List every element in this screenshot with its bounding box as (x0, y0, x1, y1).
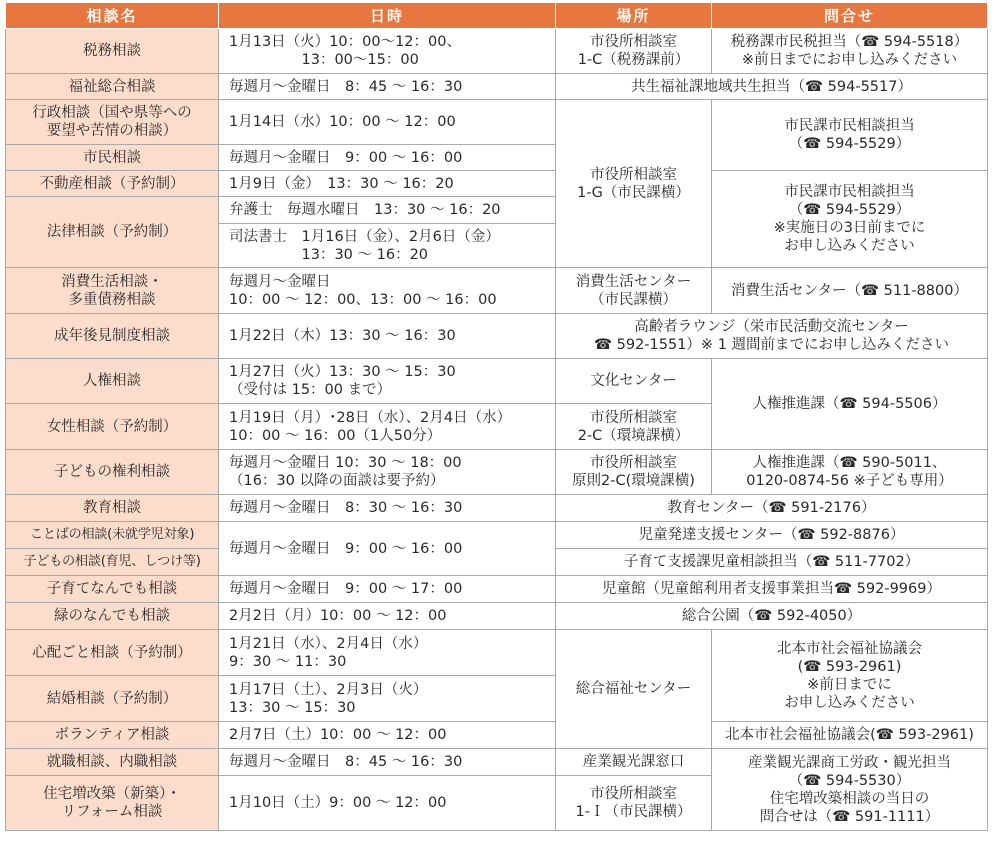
row-datetime: 毎週月～金曜日 8：45 ～ 16：30 (219, 74, 556, 100)
row-name: 人権相談 (6, 359, 219, 404)
row-datetime: 1月27日（火）13：30 ～ 15：30 （受付は 15：00 まで） (219, 359, 556, 404)
table-row (6, 630, 988, 676)
table-row (6, 576, 988, 603)
table-row (6, 495, 988, 522)
row-place-contact: 児童発達支援センター（☎ 592-8876） (556, 522, 988, 549)
row-place: 市役所相談室 原則2-C(環境課横) (556, 450, 712, 495)
table-row (6, 29, 988, 74)
row-name: 成年後見制度相談 (6, 314, 219, 359)
row-place: 産業観光課窓口 (556, 749, 712, 776)
table-row (6, 359, 988, 404)
row-datetime: 2月2日（月）10：00 ～ 12：00 (219, 603, 556, 630)
row-datetime: 毎週月～金曜日 8：45 ～ 16：30 (219, 749, 556, 776)
row-datetime: 毎週月～金曜日 9：00 ～ 16：00 (219, 522, 556, 576)
row-name: 消費生活相談・ 多重債務相談 (6, 268, 219, 314)
row-name: 子育てなんでも相談 (6, 576, 219, 603)
row-name: 税務相談 (6, 29, 219, 74)
row-datetime: 毎週月～金曜日 8：30 ～ 16：30 (219, 495, 556, 522)
row-name: 就職相談、内職相談 (6, 749, 219, 776)
row-contact: 北本市社会福祉協議会(☎ 593-2961) (712, 722, 988, 749)
row-name: 子どもの権利相談 (6, 450, 219, 495)
row-place-contact: 高齢者ラウンジ（栄市民活動交流センター ☎ 592-1551）※ 1 週間前までにお申し込みください (556, 314, 988, 359)
row-place: 市役所相談室 1-C（税務課前） (556, 29, 712, 74)
row-place: 市役所相談室 2-C（環境課横） (556, 404, 712, 450)
row-datetime: 毎週月～金曜日 10：00 ～ 12：00、13：00 ～ 16：00 (219, 268, 556, 314)
row-name: 住宅増改築（新築）・ リフォーム相談 (6, 776, 219, 831)
row-name: 緑のなんでも相談 (6, 603, 219, 630)
row-datetime: 1月9日（金） 13：30 ～ 16：20 (219, 171, 556, 197)
table-row (6, 749, 988, 776)
row-contact: 税務課市民税担当（☎ 594-5518） ※前日までにお申し込みください (712, 29, 988, 74)
row-name: ことばの相談(未就学児対象) (6, 522, 219, 549)
table-row (6, 171, 988, 197)
header-name: 相談名 (6, 3, 219, 29)
row-datetime: 毎週月～金曜日 9：00 ～ 16：00 (219, 145, 556, 171)
row-datetime: 1月14日（水）10：00 ～ 12：00 (219, 100, 556, 145)
row-datetime: 1月10日（土）9：00 ～ 12：00 (219, 776, 556, 831)
table-row (6, 603, 988, 630)
row-contact: 産業観光課商工労政・観光担当 （☎ 594-5530） 住宅増改築相談の当日の 問合せは（☎ 591-1111） (712, 749, 988, 831)
row-datetime: 1月22日（木）13：30 ～ 16：30 (219, 314, 556, 359)
row-place: 市役所相談室 1-G（市民課横） (556, 100, 712, 268)
row-datetime: 1月21日（水）、2月4日（水） 9：30 ～ 11：30 (219, 630, 556, 676)
row-contact: 消費生活センター（☎ 511-8800） (712, 268, 988, 314)
row-datetime: 1月19日（月）･28日（水）、2月4日（水） 10：00 ～ 16：00（1人50分） (219, 404, 556, 450)
header-datetime: 日時 (219, 3, 556, 29)
row-place: 市役所相談室 1-Ｉ（市民課横） (556, 776, 712, 831)
row-name: 教育相談 (6, 495, 219, 522)
row-place-contact: 児童館（児童館利用者支援事業担当☎ 592-9969） (556, 576, 988, 603)
header-contact: 問合せ (712, 3, 988, 29)
row-datetime: 毎週月～金曜日 10：30 ～ 18：00 （16：30 以降の面談は要予約） (219, 450, 556, 495)
row-datetime: 1月17日（土）、2月3日（火） 13：30 ～ 15：30 (219, 676, 556, 722)
row-datetime-scrivener: 司法書士 1月16日（金）、2月6日（金） 13：30 ～ 16：20 (219, 224, 556, 268)
row-contact: 北本市社会福祉協議会 (☎ 593-2961) ※前日までに お申し込みください (712, 630, 988, 722)
row-place-contact: 子育て支援課児童相談担当（☎ 511-7702） (556, 549, 988, 576)
row-place-contact: 共生福祉課地域共生担当（☎ 594-5517） (556, 74, 988, 100)
table-row (6, 450, 988, 495)
row-contact: 市民課市民相談担当 （☎ 594-5529） (712, 100, 988, 171)
table-row (6, 314, 988, 359)
row-name: 市民相談 (6, 145, 219, 171)
table-row (6, 100, 988, 145)
row-datetime: 1月13日（火）10：00～12：00、 13：00～15：00 (219, 29, 556, 74)
row-name: 結婚相談（予約制） (6, 676, 219, 722)
row-name: ボランティア相談 (6, 722, 219, 749)
table-row (6, 522, 988, 549)
row-name: 福祉総合相談 (6, 74, 219, 100)
table-row (6, 74, 988, 100)
consultation-table-container (5, 2, 987, 831)
row-place-contact: 総合公園（☎ 592-4050） (556, 603, 988, 630)
row-contact: 人権推進課（☎ 594-5506） (712, 359, 988, 450)
row-name: 法律相談（予約制） (6, 197, 219, 268)
row-name: 心配ごと相談（予約制） (6, 630, 219, 676)
row-contact: 人権推進課（☎ 590-5011、 0120-0874-56 ※子ども専用） (712, 450, 988, 495)
header-place: 場所 (556, 3, 712, 29)
row-name: 子どもの相談(育児、しつけ等) (6, 549, 219, 576)
row-datetime-lawyer: 弁護士 毎週水曜日 13：30 ～ 16：20 (219, 197, 556, 224)
row-contact: 市民課市民相談担当 （☎ 594-5529） ※実施日の3日前までに お申し込みください (712, 171, 988, 268)
row-datetime: 毎週月～金曜日 9：00 ～ 17：00 (219, 576, 556, 603)
row-place-contact: 教育センター（☎ 591-2176） (556, 495, 988, 522)
consultation-schedule-table (5, 2, 988, 831)
row-name: 不動産相談（予約制） (6, 171, 219, 197)
table-row (6, 722, 988, 749)
row-datetime: 2月7日（土）10：00 ～ 12：00 (219, 722, 556, 749)
row-name: 女性相談（予約制） (6, 404, 219, 450)
row-place: 総合福祉センター (556, 630, 712, 749)
row-place: 消費生活センター （市民課横） (556, 268, 712, 314)
row-place: 文化センター (556, 359, 712, 404)
row-name: 行政相談（国や県等への 要望や苦情の相談） (6, 100, 219, 145)
table-row (6, 268, 988, 314)
table-header-row (6, 3, 988, 29)
